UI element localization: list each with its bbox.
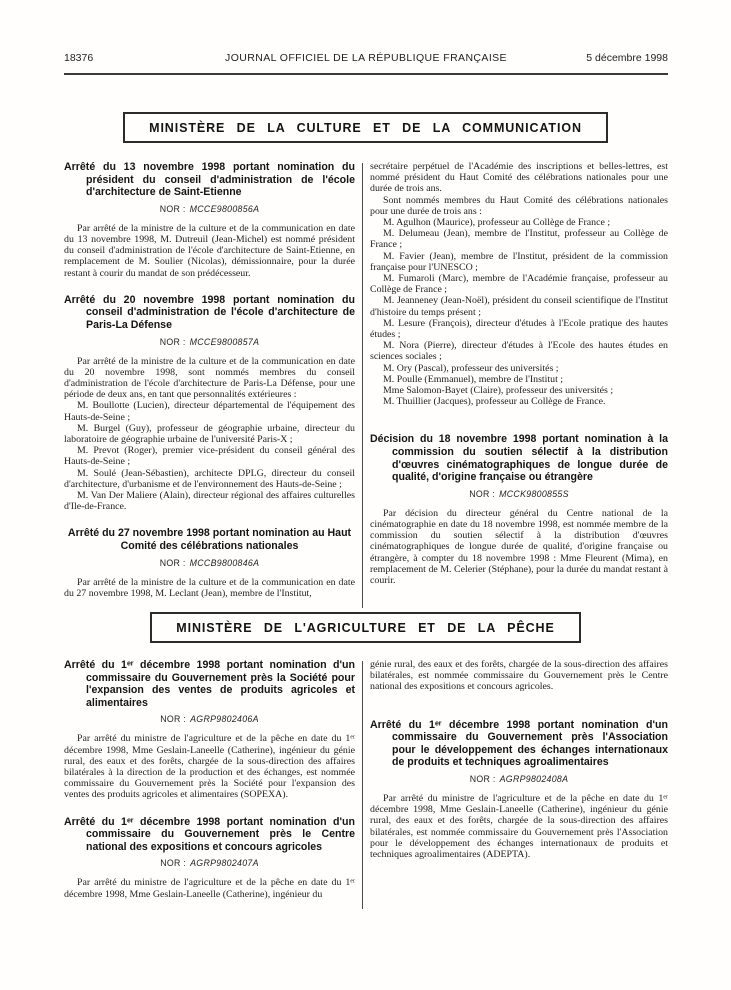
appointee-line: M. Thuillier (Jacques), professeur au Collège de France. [383, 396, 606, 408]
right-column [370, 659, 668, 915]
appointee-line: M. Delumeau (Jean), membre de l'Institut, professeur au Collège de France ; [370, 228, 668, 251]
nor-line [370, 774, 668, 784]
header-rule [64, 73, 668, 75]
paragraph: Par arrêté de la ministre de la culture et de la communication en date du 27 novembre 1998, M. Leclant (Jean), membre de l'Institut, [64, 576, 355, 599]
nor-label: NOR : [159, 336, 186, 347]
appointee-line: M. Fumaroli (Marc), membre de l'Académie française, professeur au Collège de France ; [370, 273, 668, 296]
nor-code: AGRP9802407A [190, 858, 259, 869]
page-header [64, 52, 668, 64]
article-title: Arrêté du 13 novembre 1998 portant nomination du président du conseil d'administration de l'école d'architecture de Saint-Etienne [64, 161, 355, 199]
nor-label: NOR : [160, 858, 187, 869]
nor-line [64, 858, 355, 868]
agriculture-section [64, 659, 668, 915]
nor-line [64, 714, 355, 724]
nor-label: NOR : [159, 557, 186, 568]
appointee-line: M. Favier (Jean), membre de l'Institut, président de la commission française pour l'UNESCO ; [370, 250, 668, 273]
nor-line [64, 558, 355, 568]
article-title: Arrêté du 1ᵉʳ décembre 1998 portant nomination d'un commissaire du Gouvernement près le Centre national des expositions et concours agricoles [64, 815, 355, 853]
appointee-line: M. Ory (Pascal), professeur des universités ; [383, 362, 559, 374]
left-column [64, 659, 355, 915]
article-title: Décision du 18 novembre 1998 portant nomination à la commission du soutien sélectif à la distribution d'œuvres cinématographiques de longue durée de qualité, d'origine française ou étrangère [370, 433, 668, 484]
paragraph: secrétaire perpétuel de l'Académie des inscriptions et belles-lettres, est nommé président du Haut Comité des célébrations nationales pour une durée de trois ans. [370, 161, 668, 195]
article [64, 816, 355, 900]
journal-title: JOURNAL OFFICIEL DE LA RÉPUBLIQUE FRANÇAISE [225, 52, 507, 64]
paragraph: Par arrêté de la ministre de la culture et de la communication en date du 13 novembre 1998, M. Dutreuil (Jean-Michel) est nommé président du conseil d'administration de l'école d'architecture de Saint-Etienne, en remplacement de M. Soulier (Nicolas), démissionnaire, pour la durée restant à courir du mandat de son prédécesseur. [64, 222, 355, 279]
nor-code: MCCE9800857A [189, 336, 260, 347]
appointee-line: M. Burgel (Guy), professeur de géographie urbaine, directeur du laboratoire de géographie urbaine de l'université Paris-X ; [64, 422, 355, 445]
issue-date: 5 décembre 1998 [586, 52, 668, 64]
nor-code: MCCE9800856A [189, 203, 260, 214]
paragraph: Par décision du directeur général du Centre national de la cinématographie en date du 18 novembre 1998, est nommée membre de la commission du soutien sélectif à la distribution d'œuvres cinématographiques de longue durée de qualité, d'origine française ou étrangère, à compter du 18 novembre 1998 : Mme Fleurent (Mima), en remplacement de M. Celerier (Stéphane), pour la durée du mandat restant à courir. [370, 507, 668, 587]
appointee-line: M. Nora (Pierre), directeur d'études à l'Ecole des hautes études en sciences sociales ; [370, 340, 668, 363]
page-number: 18376 [64, 52, 94, 64]
nor-line [370, 489, 668, 499]
article-title: Arrêté du 1ᵉʳ décembre 1998 portant nomination d'un commissaire du Gouvernement près l'Association pour le développement des échanges internationaux de produits et techniques agroalimentaires [370, 718, 668, 769]
right-column [370, 161, 668, 614]
nor-code: MCCK9800855S [499, 488, 569, 499]
article [64, 294, 355, 513]
nor-code: AGRP9802406A [190, 714, 259, 725]
appointee-line: M. Jeanneney (Jean-Noël), président du conseil scientifique de l'Institut d'histoire du temps présent ; [370, 295, 668, 318]
appointee-line: M. Agulhon (Maurice), professeur au Collège de France ; [383, 217, 611, 229]
paragraph: Par arrêté de la ministre de la culture et de la communication en date du 20 novembre 1998, sont nommés membres du conseil d'administration de l'école d'architecture de Paris-La Défense, pour une période de deux ans, en tant que personnalités extérieures : [64, 355, 355, 401]
left-column [64, 161, 355, 614]
article [64, 659, 355, 801]
column-divider [362, 163, 363, 608]
article-continuation [370, 161, 668, 407]
article-continuation [370, 659, 668, 693]
nor-code: MCCB9800846A [189, 557, 260, 568]
culture-section [64, 161, 668, 614]
article [64, 161, 355, 279]
paragraph: Par arrêté du ministre de l'agriculture et de la pêche en date du 1ᵉʳ décembre 1998, Mme Geslain-Laneelle (Catherine), ingénieur du [64, 877, 355, 900]
appointee-line: M. Prevot (Roger), premier vice-président du conseil général des Hauts-de-Seine ; [64, 445, 355, 468]
column-divider [362, 661, 363, 909]
article-title: Arrêté du 1ᵉʳ décembre 1998 portant nomination d'un commissaire du Gouvernement près la Société pour l'expansion des ventes de produits agricoles et alimentaires [64, 659, 355, 709]
nor-label: NOR : [469, 773, 496, 784]
ministry-banner-culture: MINISTÈRE DE LA CULTURE ET DE LA COMMUNICATION [123, 112, 608, 143]
nor-line [64, 337, 355, 347]
ministry-banner-agriculture: MINISTÈRE DE L'AGRICULTURE ET DE LA PÊCHE [150, 612, 580, 643]
appointee-line: M. Poulle (Emmanuel), membre de l'Institut ; [383, 373, 564, 385]
appointee-line: M. Boullotte (Lucien), directeur départemental de l'équipement des Hauts-de-Seine ; [64, 400, 355, 423]
article-title: Arrêté du 20 novembre 1998 portant nomination du conseil d'administration de l'école d'architecture de Paris-La Défense [64, 293, 355, 331]
paragraph: Sont nommés membres du Haut Comité des célébrations nationales pour une durée de trois ans : [370, 194, 668, 217]
nor-code: AGRP9802408A [499, 773, 569, 784]
nor-label: NOR : [159, 203, 186, 214]
article [370, 719, 668, 861]
ministry-banner-row [0, 612, 731, 643]
ministry-banner-row [0, 112, 731, 143]
nor-label: NOR : [469, 488, 496, 499]
paragraph: génie rural, des eaux et des forêts, chargée de la sous-direction des affaires bilatérales, est nommée commissaire du Gouvernement près le Centre national des expositions et concours agricoles. [370, 659, 668, 693]
article-title: Arrêté du 27 novembre 1998 portant nomination au Haut Comité des célébrations nationales [67, 527, 352, 553]
paragraph: Par arrêté du ministre de l'agriculture et de la pêche en date du 1ᵉʳ décembre 1998, Mme Geslain-Laneelle (Catherine), ingénieur du génie rural, des eaux et des forêts, chargée de la sous-direction des affaires bilatérales, est nommée commissaire du Gouvernement près l'Association pour le développement des échanges internationaux de produits et techniques agroalimentaires (ADEPTA). [370, 792, 668, 860]
nor-label: NOR : [160, 714, 187, 725]
article [370, 433, 668, 586]
nor-line [64, 204, 355, 214]
article [64, 527, 355, 599]
appointee-line: M. Van Der Maliere (Alain), directeur régional des affaires culturelles d'Ile-de-France. [64, 490, 355, 513]
appointee-line: M. Lesure (François), directeur d'études à l'Ecole pratique des hautes études ; [370, 317, 668, 341]
appointee-line: Mme Salomon-Bayet (Claire), professeur des universités ; [383, 385, 614, 397]
appointee-line: M. Soulé (Jean-Sébastien), architecte DPLG, directeur du conseil d'architecture, d'urbanisme et de l'environnement des Hauts-de-Seine ; [64, 467, 355, 490]
paragraph: Par arrêté du ministre de l'agriculture et de la pêche en date du 1ᵉʳ décembre 1998, Mme Geslain-Laneelle (Catherine), ingénieur du génie rural, des eaux et des forêts, chargée de la sous-direction des affaires bilatérales à la direction de la production et des échanges, est nommée commissaire du Gouvernement près la Société pour l'expansion des ventes des produits agricoles et alimentaires (SOPEXA). [64, 733, 355, 801]
